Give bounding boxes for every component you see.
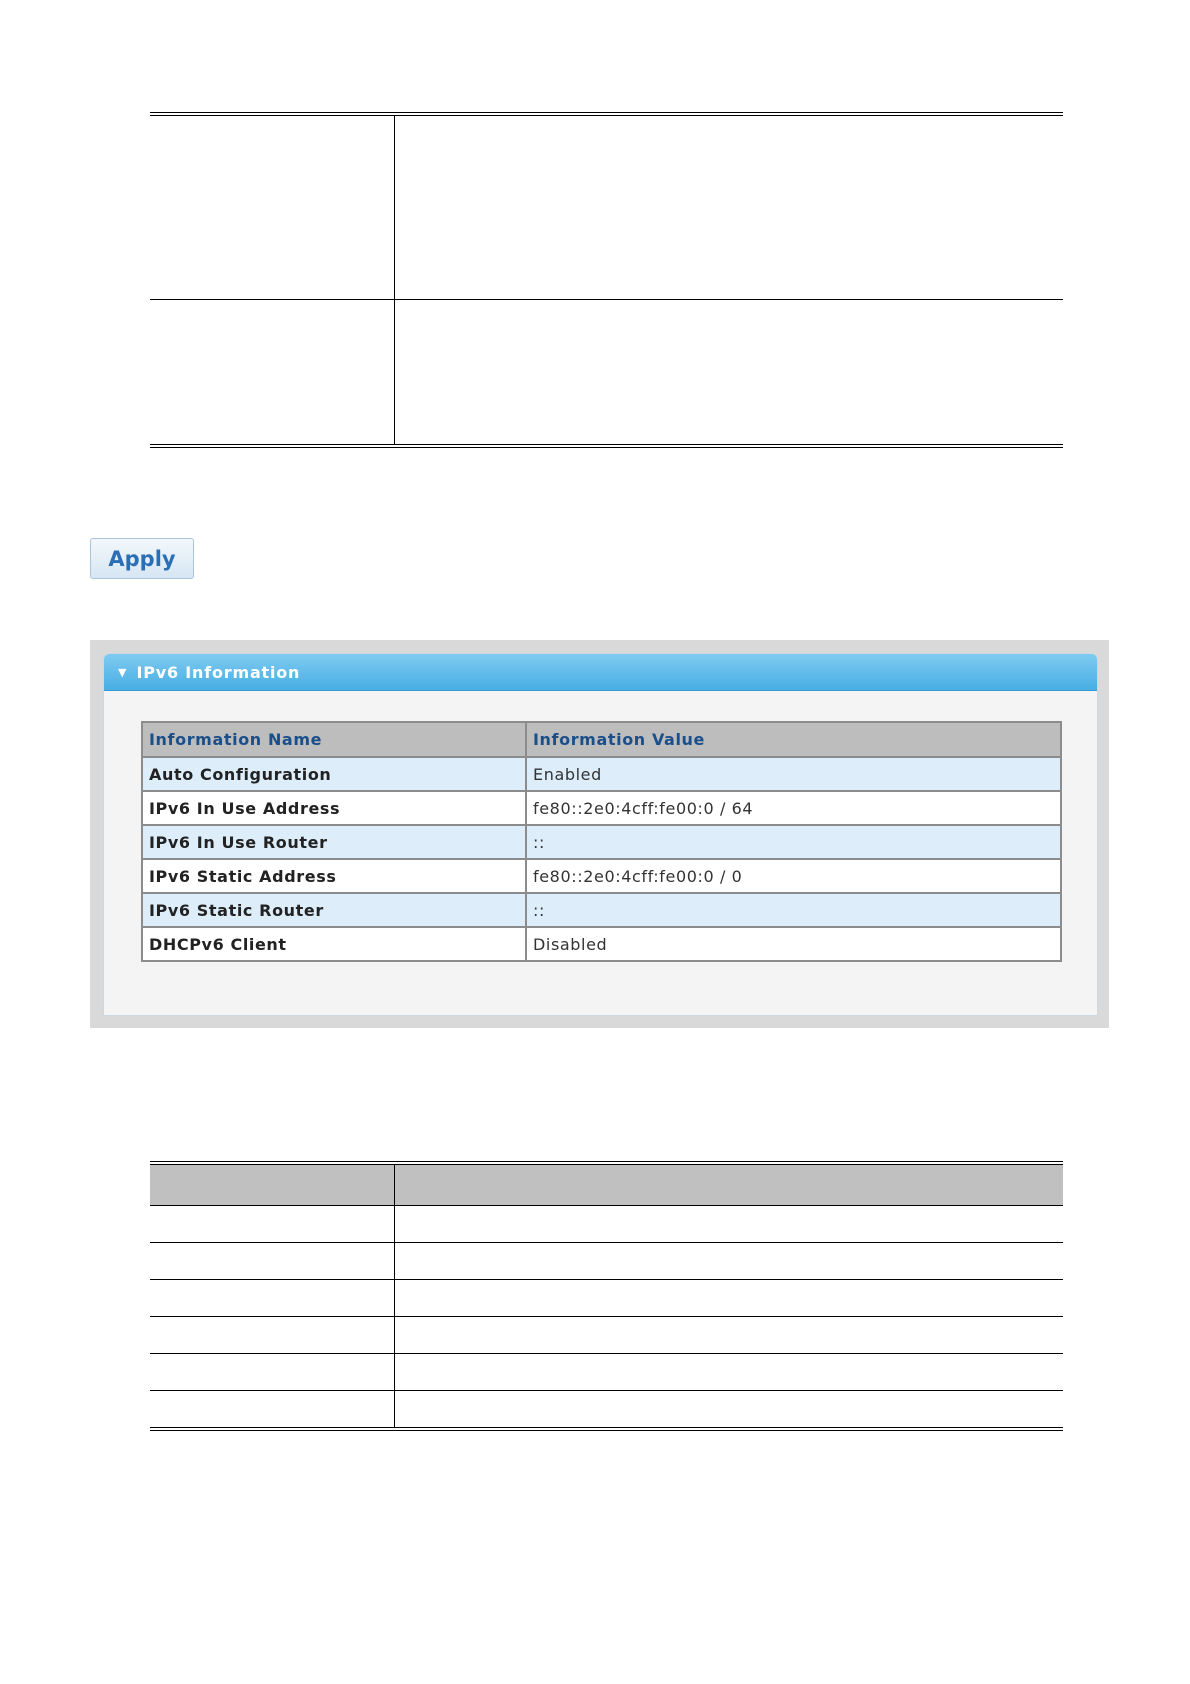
description-cell-text	[395, 1354, 1063, 1390]
column-header-name: Information Name	[142, 722, 526, 757]
description-cell-object	[150, 300, 395, 444]
info-name: Auto Configuration	[142, 757, 526, 791]
description-header-row	[150, 1165, 1063, 1205]
description-row	[150, 1353, 1063, 1390]
description-cell-object	[150, 1280, 395, 1316]
description-cell-object	[150, 1317, 395, 1353]
description-cell-text	[395, 1391, 1063, 1427]
description-header-cell	[395, 1165, 1063, 1205]
info-name: IPv6 In Use Address	[142, 791, 526, 825]
info-value: ::	[526, 893, 1061, 927]
info-name: DHCPv6 Client	[142, 927, 526, 961]
description-row	[150, 116, 1063, 299]
collapse-caret-icon[interactable]: ▼	[118, 665, 127, 679]
info-name: IPv6 In Use Router	[142, 825, 526, 859]
info-value: fe80::2e0:4cff:fe00:0 / 64	[526, 791, 1061, 825]
panel-header[interactable]	[104, 654, 1097, 691]
table-row	[142, 859, 1061, 893]
info-value: Enabled	[526, 757, 1061, 791]
table-header-row	[142, 722, 1061, 757]
description-row	[150, 1390, 1063, 1427]
column-header-value: Information Value	[526, 722, 1061, 757]
table-row	[142, 927, 1061, 961]
ipv6-information-screenshot	[90, 640, 1109, 1028]
description-row	[150, 299, 1063, 444]
info-value: fe80::2e0:4cff:fe00:0 / 0	[526, 859, 1061, 893]
info-name: IPv6 Static Router	[142, 893, 526, 927]
info-name: IPv6 Static Address	[142, 859, 526, 893]
description-cell-object	[150, 1243, 395, 1279]
description-row	[150, 1242, 1063, 1279]
description-cell-text	[395, 1243, 1063, 1279]
description-cell-text	[395, 1280, 1063, 1316]
table-row	[142, 757, 1061, 791]
description-cell-object	[150, 1206, 395, 1242]
description-cell-object	[150, 116, 395, 299]
ipv6-information-panel	[103, 653, 1098, 1016]
description-cell-text	[395, 1317, 1063, 1353]
apply-button[interactable]: Apply	[90, 538, 194, 579]
panel-title: IPv6 Information	[136, 662, 301, 682]
table-row	[142, 893, 1061, 927]
info-value: ::	[526, 825, 1061, 859]
description-cell-text	[395, 1206, 1063, 1242]
description-table-bottom	[150, 1161, 1063, 1431]
description-row	[150, 1205, 1063, 1242]
table-row	[142, 825, 1061, 859]
table-row	[142, 791, 1061, 825]
description-cell-text	[395, 116, 1063, 299]
description-table-top	[150, 112, 1063, 448]
description-row	[150, 1279, 1063, 1316]
description-cell-object	[150, 1391, 395, 1427]
description-cell-object	[150, 1354, 395, 1390]
description-header-cell	[150, 1165, 395, 1205]
description-row	[150, 1316, 1063, 1353]
ipv6-info-table	[141, 721, 1062, 962]
description-cell-text	[395, 300, 1063, 444]
info-value: Disabled	[526, 927, 1061, 961]
